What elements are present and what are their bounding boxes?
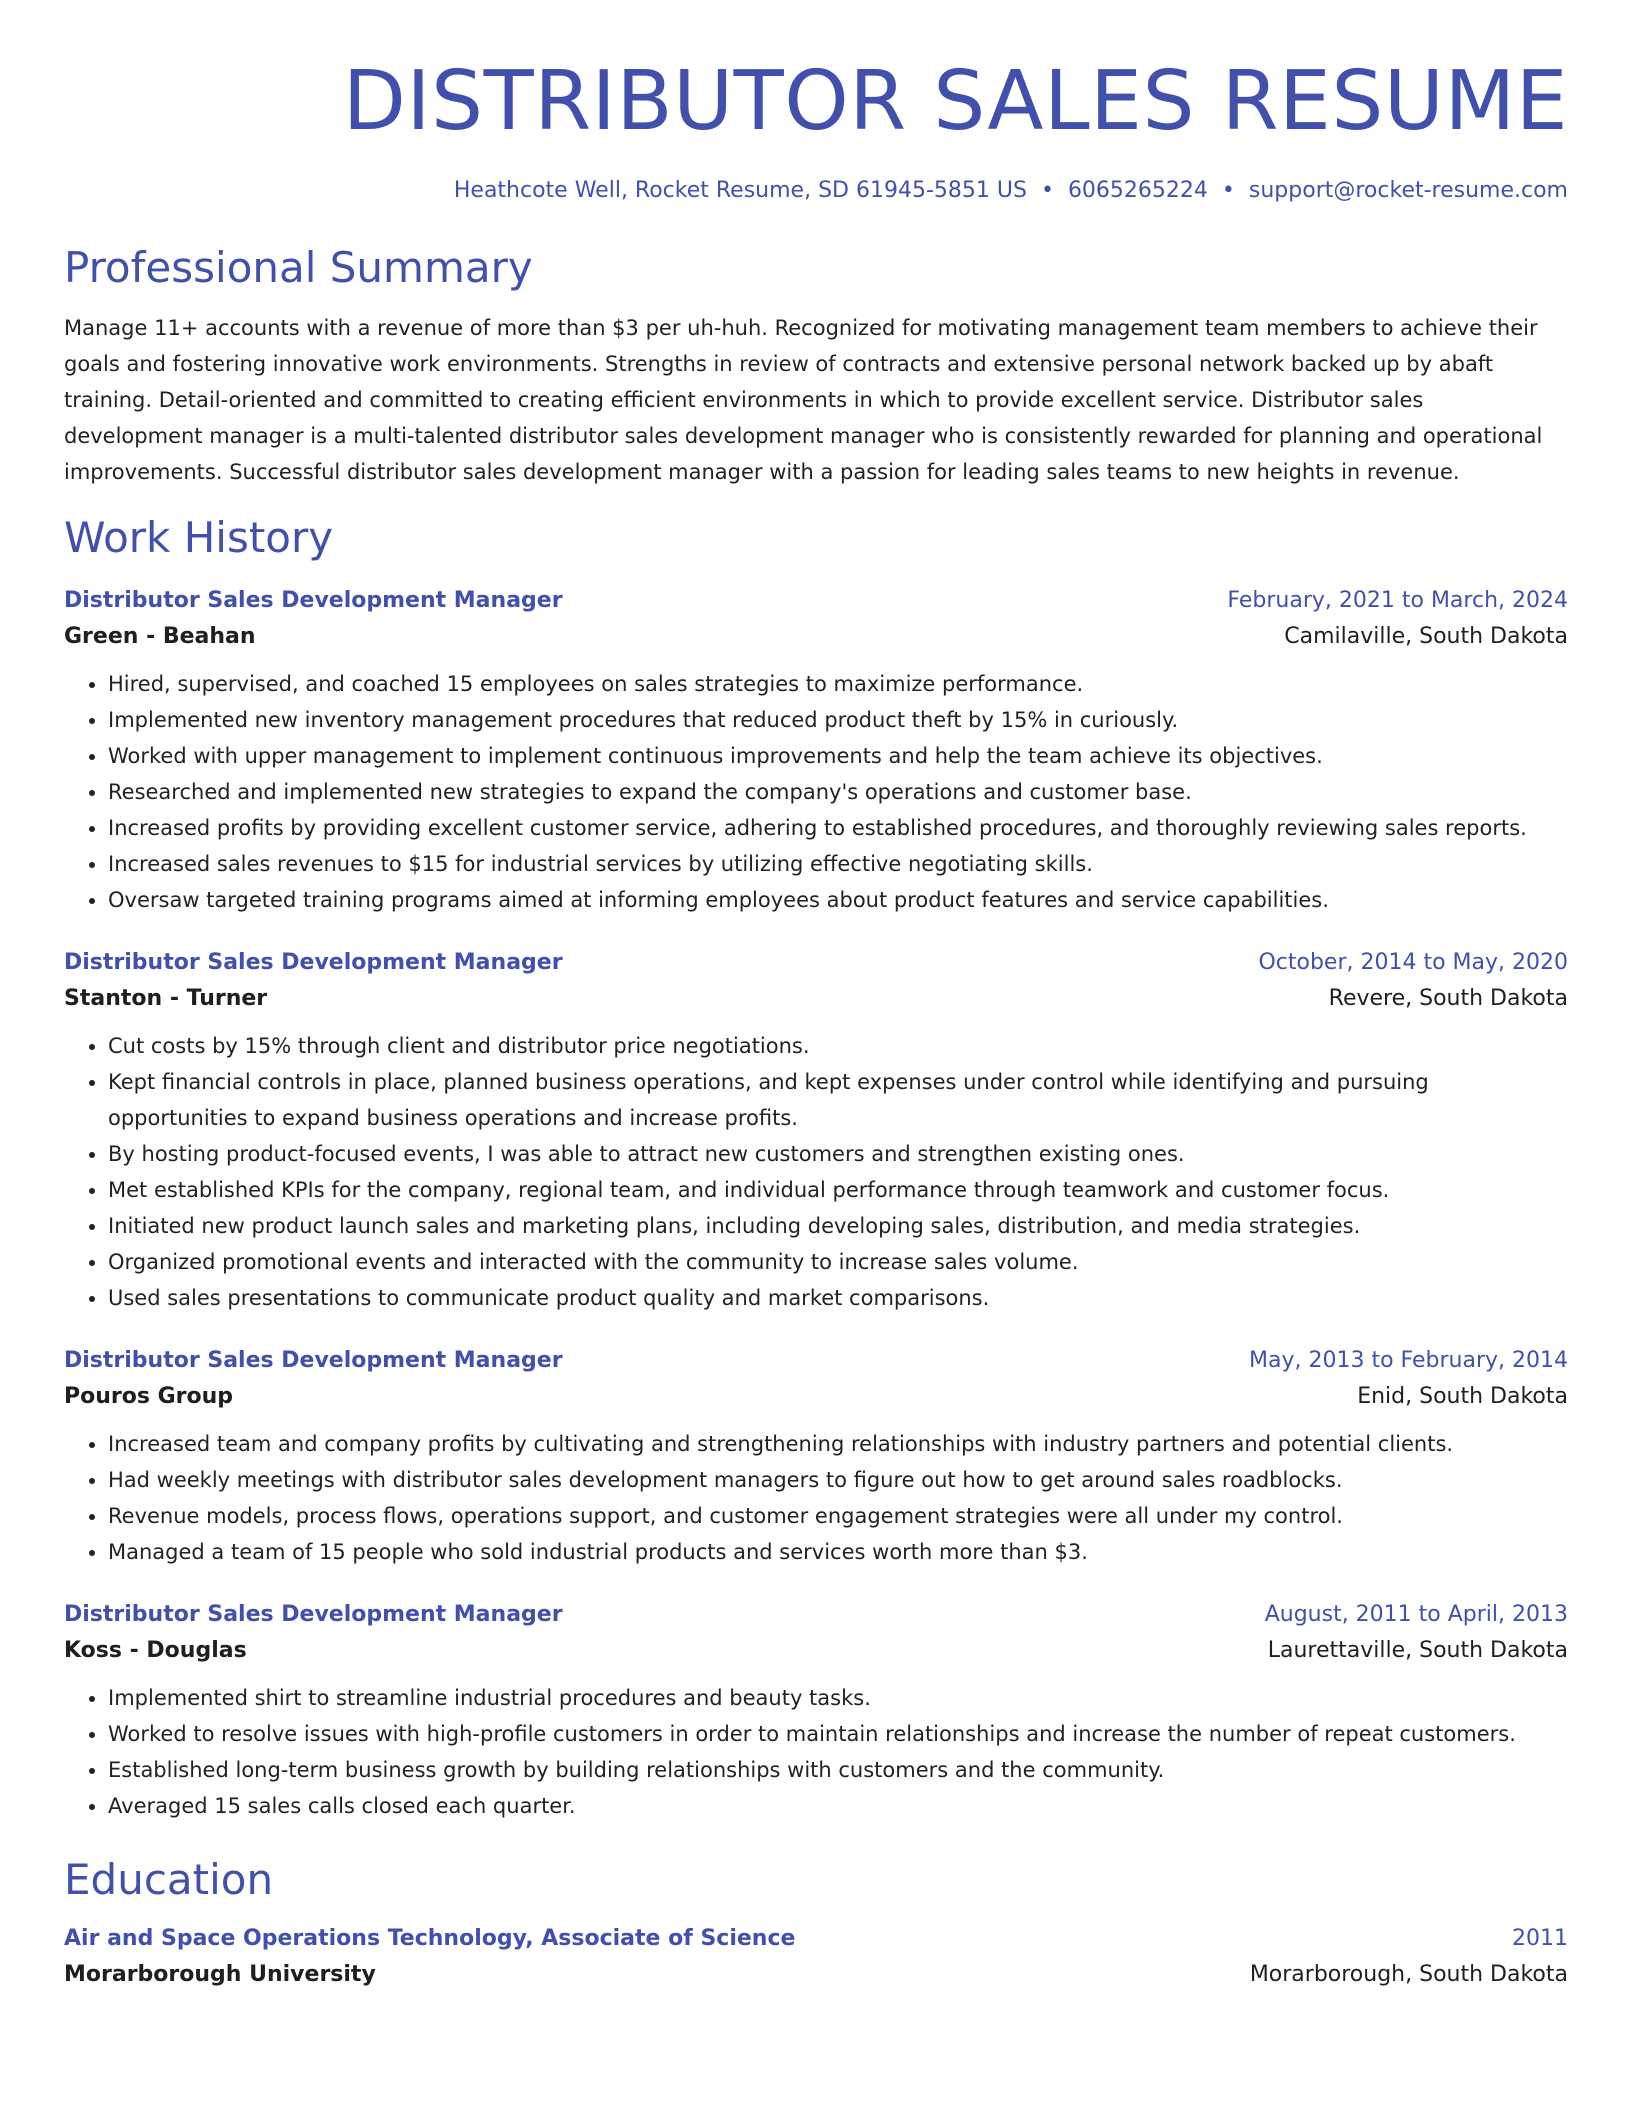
job-title: Distributor Sales Development Manager <box>64 950 563 975</box>
job-bullet: • Managed a team of 15 people who sold industrial products and services worth more than $3. <box>108 1534 1568 1570</box>
job-bullets <box>64 1680 1568 1824</box>
job-bullets <box>64 1028 1568 1316</box>
job-bullet: • Researched and implemented new strategies to expand the company's operations and customer base. <box>108 774 1568 810</box>
job-bullet: • Worked to resolve issues with high-profile customers in order to maintain relationships and increase the number of repeat customers. <box>108 1716 1568 1752</box>
job-bullet: • Revenue models, process flows, operations support, and customer engagement strategies were all under my control. <box>108 1498 1568 1534</box>
job-bullet: • Cut costs by 15% through client and distributor price negotiations. <box>108 1028 1568 1064</box>
job-dates: October, 2014 to May, 2020 <box>1258 950 1568 975</box>
job-dates: May, 2013 to February, 2014 <box>1249 1348 1568 1373</box>
contact-separator: • <box>1040 178 1054 203</box>
job-bullet: • Initiated new product launch sales and marketing plans, including developing sales, distribution, and media strategies. <box>108 1208 1568 1244</box>
school-location: Morarborough, South Dakota <box>1249 1962 1568 1987</box>
company-name: Stanton - Turner <box>64 986 268 1011</box>
job-location: Camilaville, South Dakota <box>1284 624 1568 649</box>
job-bullet: • Met established KPIs for the company, regional team, and individual performance through teamwork and customer focus. <box>108 1172 1568 1208</box>
job-location: Revere, South Dakota <box>1328 986 1568 1011</box>
company-name: Green - Beahan <box>64 624 256 649</box>
job-dates: August, 2011 to April, 2013 <box>1264 1602 1568 1627</box>
contact-separator: • <box>1221 178 1235 203</box>
job-bullet: • Averaged 15 sales calls closed each quarter. <box>108 1788 1568 1824</box>
job-bullet: • By hosting product-focused events, I was able to attract new customers and strengthen existing ones. <box>108 1136 1568 1172</box>
resume-title: DISTRIBUTOR SALES RESUME <box>342 54 1568 149</box>
job-bullet: • Used sales presentations to communicate product quality and market comparisons. <box>108 1280 1568 1316</box>
job-title: Distributor Sales Development Manager <box>64 588 563 613</box>
education-heading: Education <box>64 1855 274 1904</box>
job-bullet: • Implemented new inventory management procedures that reduced product theft by 15% in curiously. <box>108 702 1568 738</box>
job-bullets <box>64 666 1568 918</box>
contact-email[interactable]: support@rocket-resume.com <box>1248 178 1568 203</box>
contact-phone[interactable]: 6065265224 <box>1067 178 1208 203</box>
resume-page <box>64 0 1568 1994</box>
school-name: Morarborough University <box>64 1962 376 1987</box>
job-bullet: • Increased profits by providing excellent customer service, adhering to established procedures, and thoroughly reviewing sales reports. <box>108 810 1568 846</box>
job-bullet: • Increased team and company profits by cultivating and strengthening relationships with industry partners and potential clients. <box>108 1426 1568 1462</box>
education-entry <box>64 1922 1568 1994</box>
job-bullet: • Hired, supervised, and coached 15 employees on sales strategies to maximize performance. <box>108 666 1568 702</box>
job-bullet: • Kept financial controls in place, planned business operations, and kept expenses under control while identifying and pursuing opportunities to expand business operations and increase profits. <box>108 1064 1568 1136</box>
graduation-year: 2011 <box>1512 1926 1568 1951</box>
job-bullet: • Had weekly meetings with distributor sales development managers to figure out how to get around sales roadblocks. <box>108 1462 1568 1498</box>
job-bullet: • Organized promotional events and interacted with the community to increase sales volume. <box>108 1244 1568 1280</box>
company-name: Pouros Group <box>64 1384 234 1409</box>
job-bullet: • Worked with upper management to implement continuous improvements and help the team achieve its objectives. <box>108 738 1568 774</box>
job-entry <box>64 1598 1568 1824</box>
job-title: Distributor Sales Development Manager <box>64 1348 563 1373</box>
job-location: Laurettaville, South Dakota <box>1267 1638 1568 1663</box>
job-entry <box>64 584 1568 918</box>
summary-text: Manage 11+ accounts with a revenue of more than $3 per uh-huh. Recognized for motivating management team members to achieve their goals and fostering innovative work environments. Strengths in review of contracts and extensive personal network backed up by abaft training. Detail-oriented and committed to creating efficient environments in which to provide excellent service. Distributor sales development manager is a multi-talented distributor sales development manager who is consistently rewarded for planning and operational improvements. Successful distributor sales development manager with a passion for leading sales teams to new heights in revenue. <box>64 316 1543 484</box>
contact-line <box>64 176 1568 206</box>
job-bullet: • Increased sales revenues to $15 for industrial services by utilizing effective negotiating skills. <box>108 846 1568 882</box>
summary-heading: Professional Summary <box>64 243 533 292</box>
job-entry <box>64 1344 1568 1570</box>
company-name: Koss - Douglas <box>64 1638 247 1663</box>
job-entry <box>64 946 1568 1316</box>
job-dates: February, 2021 to March, 2024 <box>1227 588 1568 613</box>
contact-address: Heathcote Well, Rocket Resume, SD 61945-5851 US <box>453 178 1027 203</box>
job-bullet: • Established long-term business growth by building relationships with customers and the community. <box>108 1752 1568 1788</box>
job-title: Distributor Sales Development Manager <box>64 1602 563 1627</box>
job-bullets <box>64 1426 1568 1570</box>
job-bullet: • Implemented shirt to streamline industrial procedures and beauty tasks. <box>108 1680 1568 1716</box>
work-history-heading: Work History <box>64 513 334 562</box>
job-location: Enid, South Dakota <box>1357 1384 1568 1409</box>
degree-name: Air and Space Operations Technology, Associate of Science <box>64 1926 796 1951</box>
job-bullet: • Oversaw targeted training programs aimed at informing employees about product features and service capabilities. <box>108 882 1568 918</box>
